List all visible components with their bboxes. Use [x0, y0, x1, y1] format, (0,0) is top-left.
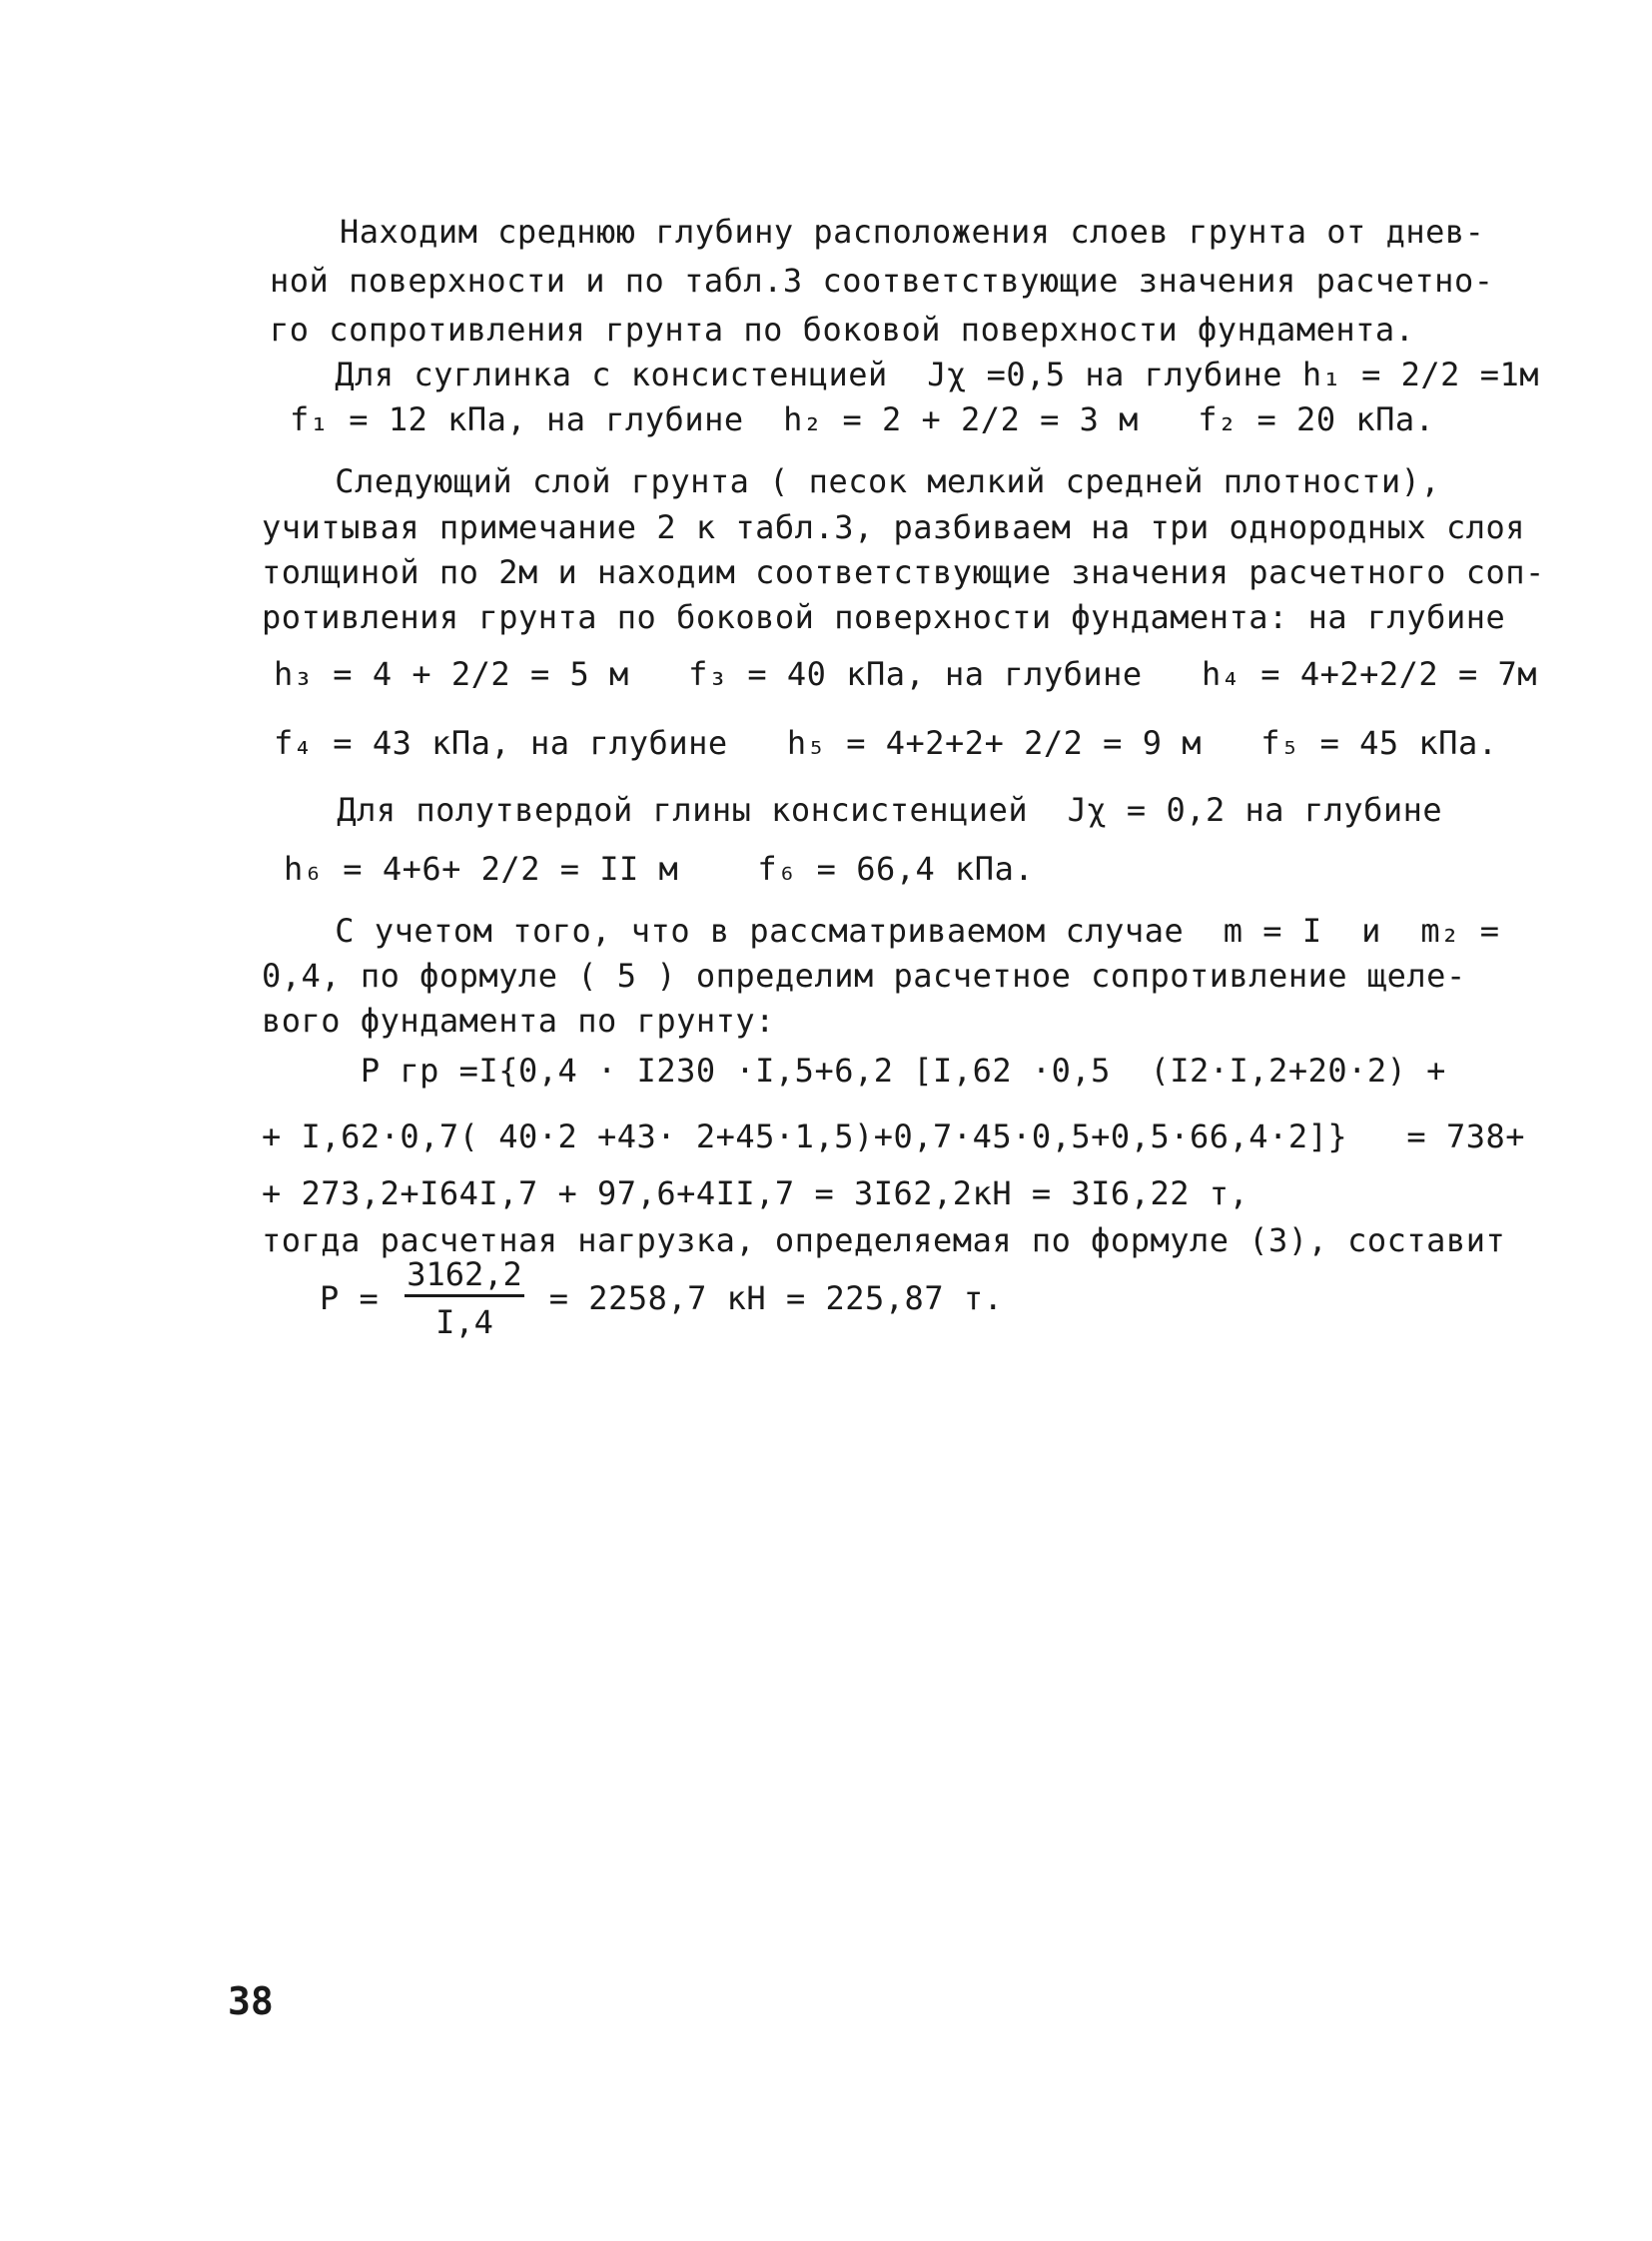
- text-line-1: Находим среднюю глубину расположения слоев грунта от днев-: [340, 213, 1485, 251]
- formula-line-2: + I,62·0,7( 40·2 +43· 2+45·1,5)+0,7·45·0,5+0,5·66,4·2]} = 738+: [262, 1118, 1525, 1155]
- final-formula-rhs: = 2258,7 кН = 225,87 т.: [529, 1279, 1004, 1317]
- text-line-5: f₁ = 12 кПа, на глубине h₂ = 2 + 2/2 = 3 м f₂ = 20 кПа.: [290, 400, 1435, 438]
- formula-line-3: + 273,2+I64I,7 + 97,6+4II,7 = 3I62,2кН = 3I6,22 т,: [262, 1174, 1249, 1212]
- final-formula-numerator: 3162,2: [407, 1255, 522, 1293]
- final-formula-fraction-bar: [405, 1294, 524, 1297]
- text-line-7: учитывая примечание 2 к табл.3, разбиваем на три однородных слоя: [262, 508, 1525, 546]
- text-line-3: го сопротивления грунта по боковой поверхности фундамента.: [270, 311, 1415, 349]
- page-number: 38: [228, 1979, 274, 2023]
- text-line-14: С учетом того, что в рассматриваемом случае m = I и m₂ =: [276, 912, 1500, 950]
- text-line-4: Для суглинка с консистенцией Jχ =0,5 на глубине h₁ = 2/2 =1м: [276, 356, 1539, 393]
- text-line-16: вого фундамента по грунту:: [262, 1002, 775, 1040]
- text-line-2: ной поверхности и по табл.3 соответствующие значения расчетно-: [270, 262, 1494, 300]
- text-line-11: f₄ = 43 кПа, на глубине h₅ = 4+2+2+ 2/2 = 9 м f₅ = 45 кПа.: [274, 724, 1498, 762]
- text-line-8: толщиной по 2м и находим соответствующие значения расчетного соп-: [262, 553, 1545, 591]
- text-line-13: h₆ = 4+6+ 2/2 = II м f₆ = 66,4 кПа.: [284, 850, 1035, 888]
- text-line-12: Для полутвердой глины консистенцией Jχ = 0,2 на глубине: [278, 791, 1443, 829]
- text-line-9: ротивления грунта по боковой поверхности фундамента: на глубине: [262, 598, 1506, 636]
- text-line-6: Следующий слой грунта ( песок мелкий средней плотности),: [276, 462, 1441, 500]
- text-line-17: тогда расчетная нагрузка, определяемая по формуле (3), составит: [262, 1221, 1506, 1259]
- text-line-15: 0,4, по формуле ( 5 ) определим расчетное сопротивление щеле-: [262, 957, 1466, 995]
- formula-line-1: P гр =I{0,4 · I230 ·I,5+6,2 [I,62 ·0,5 (I2·I,2+20·2) +: [262, 1052, 1446, 1090]
- final-formula-denominator: I,4: [435, 1303, 493, 1341]
- final-formula-lhs: P =: [320, 1279, 400, 1317]
- text-line-10: h₃ = 4 + 2/2 = 5 м f₃ = 40 кПа, на глубине h₄ = 4+2+2/2 = 7м: [274, 655, 1537, 693]
